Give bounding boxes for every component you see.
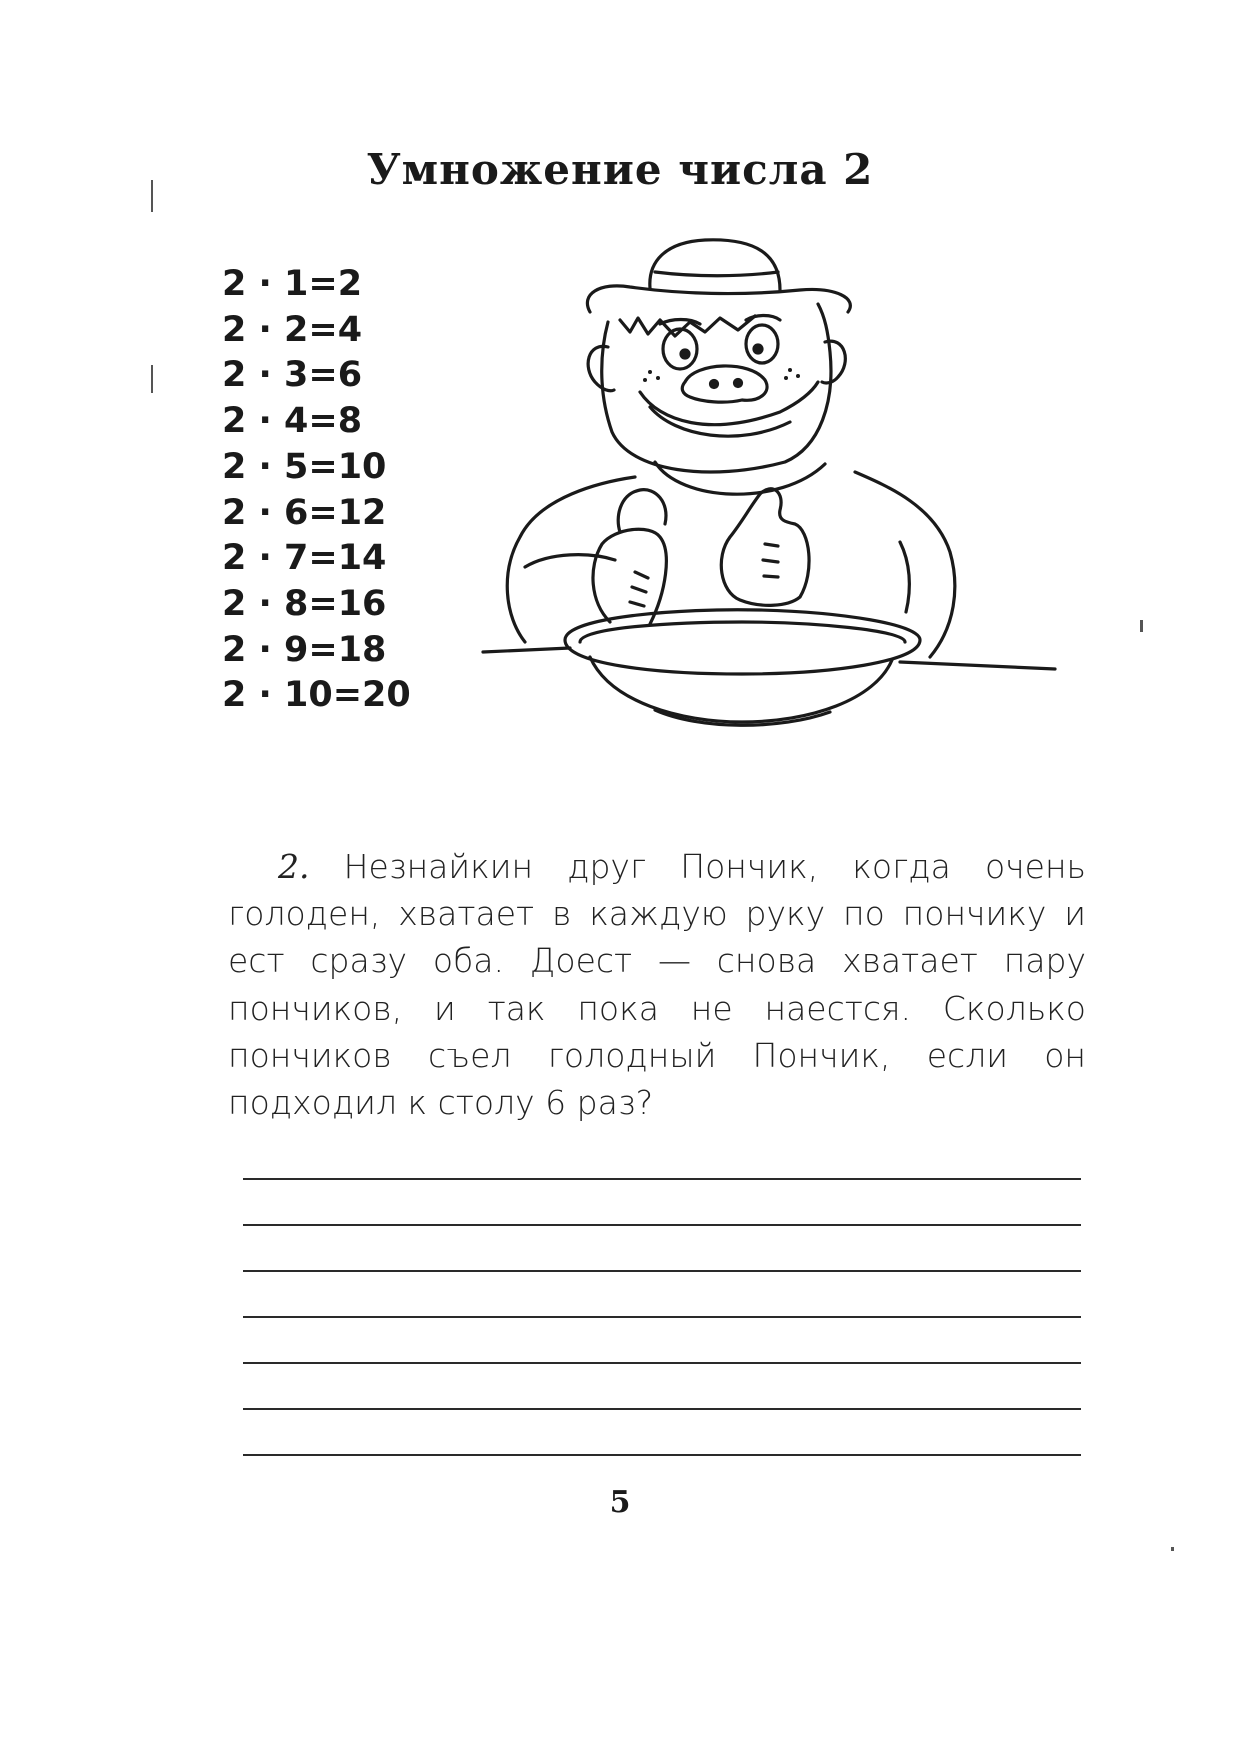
- table-row: 2 · 2=4: [222, 309, 363, 350]
- task-body: Незнайкин друг Пончик, когда очень голоден, хватает в каждую руку по пончику и ест сразу оба. Доест — снова хватает пару пончиков, и так пока не наестся. Сколько пончиков съел голодный Пончик, если он подходил к столу 6 раз?: [228, 847, 1086, 1123]
- page-number: 5: [609, 1485, 631, 1520]
- table-row: 2 · 6=12: [222, 492, 387, 533]
- answer-lines[interactable]: [243, 1178, 1081, 1500]
- table-row: 2 · 9=18: [222, 629, 387, 670]
- answer-line[interactable]: [243, 1224, 1081, 1226]
- right-eye: [746, 325, 778, 363]
- table-row: 2 · 4=8: [222, 401, 363, 442]
- left-hand: [593, 529, 666, 624]
- task-text: [228, 843, 1086, 1126]
- table-row: 2 · 5=10: [222, 446, 387, 487]
- table-row: 2 · 1=2: [222, 264, 363, 304]
- right-hand: [721, 489, 809, 606]
- bowl: [565, 610, 920, 674]
- table-edge: [483, 648, 1055, 669]
- answer-line[interactable]: [243, 1316, 1081, 1318]
- answer-line[interactable]: [243, 1454, 1081, 1456]
- scan-speck: [151, 365, 153, 393]
- answer-line[interactable]: [243, 1362, 1081, 1364]
- answer-line[interactable]: [243, 1408, 1081, 1410]
- hat: [587, 286, 850, 312]
- snout: [682, 366, 767, 402]
- page-title: Умножение числа 2: [366, 145, 874, 194]
- scan-speck: [1140, 620, 1143, 632]
- answer-line[interactable]: [243, 1178, 1081, 1180]
- task-number: 2.: [278, 847, 310, 886]
- scan-speck: [1171, 1547, 1174, 1551]
- table-row: 2 · 3=6: [222, 355, 363, 396]
- table-row: 2 · 8=16: [222, 583, 387, 624]
- table-row: 2 · 10=20: [222, 675, 411, 716]
- answer-line[interactable]: [243, 1270, 1081, 1272]
- multiplication-table: [222, 262, 411, 719]
- table-row: 2 · 7=14: [222, 538, 387, 579]
- ponchik-illustration: [480, 232, 1060, 752]
- left-eye: [663, 329, 697, 369]
